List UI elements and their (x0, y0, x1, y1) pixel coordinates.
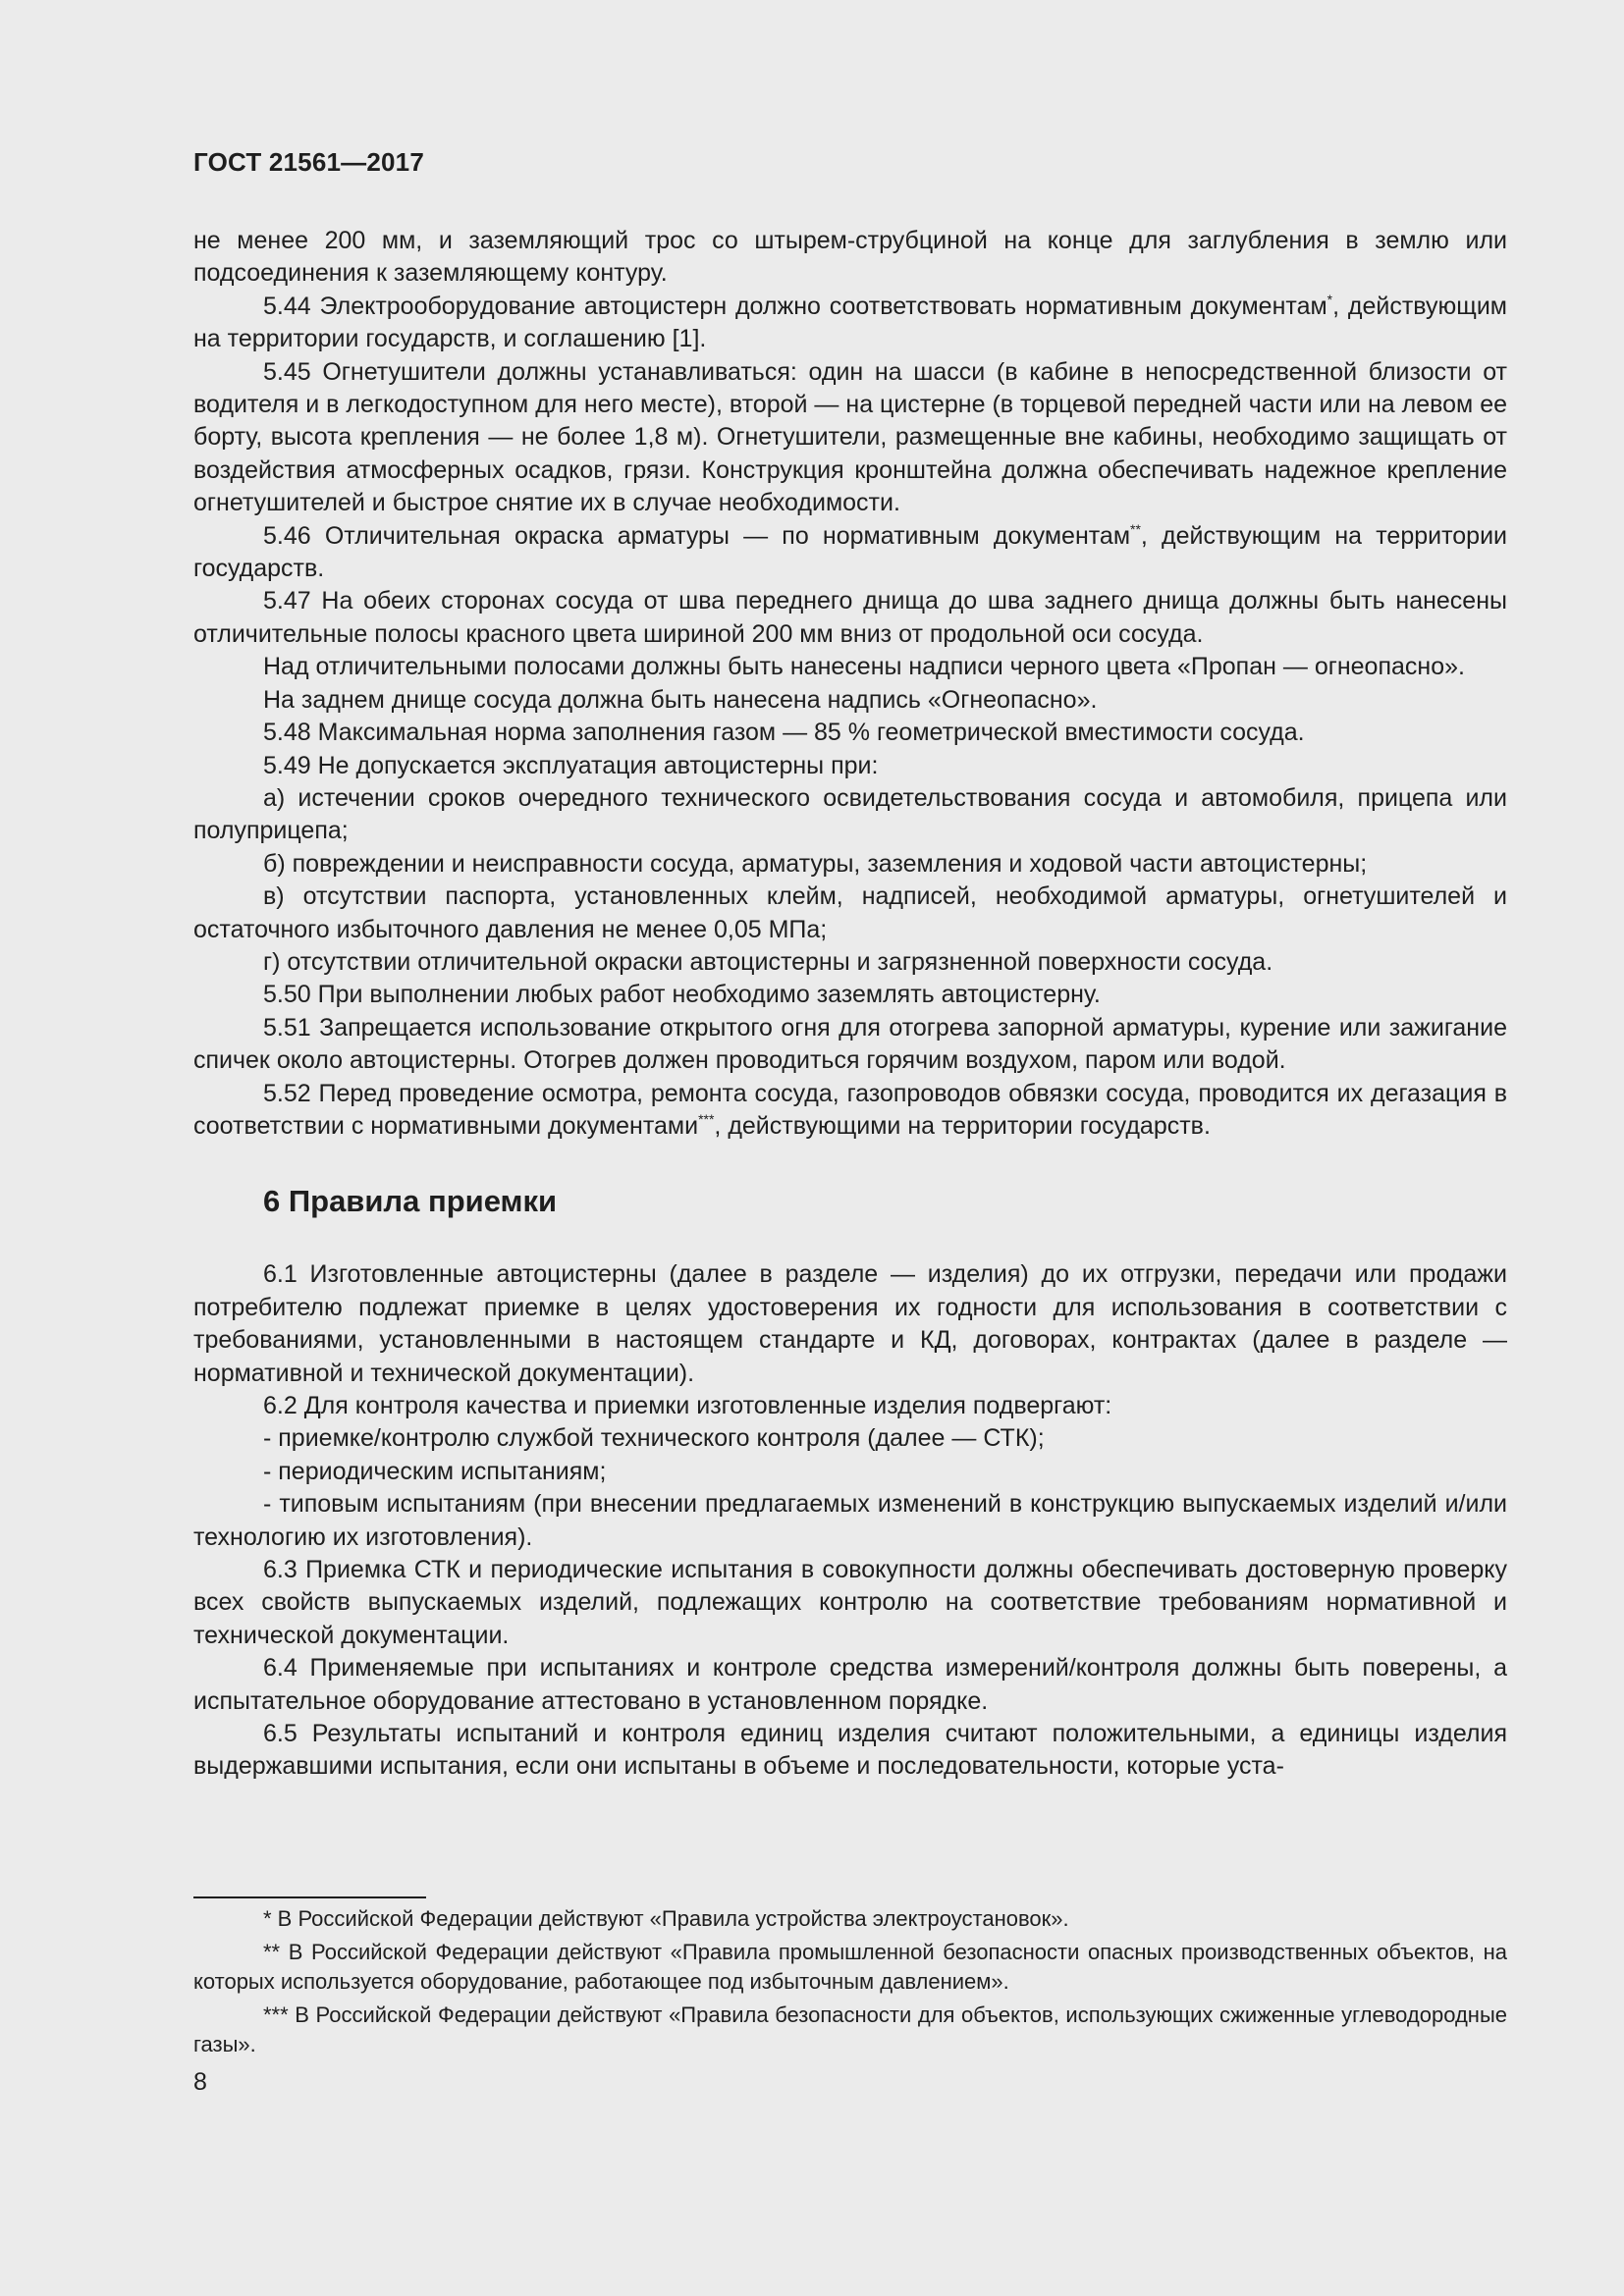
paragraph-text: 6.5 Результаты испытаний и контроля единиц изделия считают положительными, а единицы изделия выдержавшими испытания, если они испытаны в объеме и последовательности, которые уста- (193, 1720, 1507, 1781)
paragraph (193, 1390, 1507, 1422)
paragraph (193, 356, 1507, 520)
footnote-marker: * (1326, 291, 1333, 307)
paragraph-text: 5.49 Не допускается эксплуатация автоцистерны при: (263, 751, 879, 779)
paragraph (193, 881, 1507, 946)
paragraph (193, 1718, 1507, 1784)
paragraph-text: , действующими на территории государств. (714, 1111, 1211, 1140)
footnote: ** В Российской Федерации действуют «Правила промышленной безопасности опасных производственных объектов, на которых используется оборудование, работающее под избыточным давлением». (193, 1940, 1507, 1994)
paragraph (193, 979, 1507, 1011)
footnote-marker: *** (698, 1110, 715, 1127)
paragraph-text: б) повреждении и неисправности сосуда, арматуры, заземления и ходовой части автоцистерны; (263, 849, 1368, 878)
section-6-paragraphs (193, 1258, 1507, 1784)
paragraph-text: 5.48 Максимальная норма заполнения газом — 85 % геометрической вместимости сосуда. (263, 719, 1305, 747)
section-5-paragraphs (193, 225, 1507, 1143)
paragraph (193, 291, 1507, 356)
paragraph (193, 1456, 1507, 1488)
paragraph-text: г) отсутствии отличительной окраски автоцистерны и загрязненной поверхности сосуда. (263, 947, 1273, 976)
paragraph (193, 651, 1507, 683)
page-number: 8 (193, 2068, 207, 2096)
paragraph (193, 1078, 1507, 1144)
footnotes (193, 1904, 1507, 2063)
paragraph (193, 1258, 1507, 1390)
paragraph (193, 225, 1507, 291)
paragraph-text: - типовым испытаниям (при внесении предлагаемых изменений в конструкцию выпускаемых изделий и/или технологию их изготовления). (193, 1490, 1507, 1551)
paragraph-text: не менее 200 мм, и заземляющий трос со штырем-струбциной на конце для заглубления в землю или подсоединения к заземляющему контуру. (193, 227, 1507, 288)
paragraph-text: 6.1 Изготовленные автоцистерны (далее в разделе — изделия) до их отгрузки, передачи или продажи потребителю подлежат приемке в целях удостоверения их годности для использования в соответствии с требованиями, установленными в настоящем стандарте и КД, договорах, контрактах (далее в разделе — нормативной и технической документации). (193, 1260, 1507, 1387)
paragraph (193, 520, 1507, 586)
standard-header: ГОСТ 21561—2017 (193, 147, 424, 177)
paragraph-text: а) истечении сроков очередного технического освидетельствования сосуда и автомобиля, прицепа или полуприцепа; (193, 783, 1507, 845)
footnote-marker: ** (1130, 520, 1141, 537)
paragraph (193, 717, 1507, 749)
paragraph (193, 1422, 1507, 1455)
paragraph-text: 5.47 На обеих сторонах сосуда от шва переднего днища до шва заднего днища должны быть нанесены отличительные полосы красного цвета шириной 200 мм вниз от продольной оси сосуда. (193, 587, 1507, 648)
paragraph (193, 946, 1507, 979)
paragraph (193, 848, 1507, 881)
paragraph-text: - приемке/контролю службой технического контроля (далее — СТК); (263, 1424, 1045, 1453)
paragraph-text: 5.52 Перед проведение осмотра, ремонта сосуда, газопроводов обвязки сосуда, проводится их дегазация в соответствии с нормативными документами (193, 1079, 1507, 1140)
paragraph-text: 5.45 Огнетушители должны устанавливаться: один на шасси (в кабине в непосредственной близости от водителя и в легкодоступном для него месте), второй — на цистерне (в торцевой передней части или на левом ее борту, высота крепления — не более 1,8 м). Огнетушители, размещенные вне кабины, необходимо защищать от воздействия атмосферных осадков, грязи. Конструкция кронштейна должна обеспечивать надежное крепление огнетушителей и быстрое снятие их в случае необходимости. (193, 357, 1507, 517)
paragraph-text: в) отсутствии паспорта, установленных клейм, надписей, необходимой арматуры, огнетушителей и остаточного избыточного давления не менее 0,05 МПа; (193, 882, 1507, 943)
footnote: *** В Российской Федерации действуют «Правила безопасности для объектов, использующих сжиженные углеводородные газы». (193, 2002, 1507, 2056)
paragraph-text: , действующим на территории государств, и соглашению [1]. (193, 292, 1507, 353)
paragraph-text: 6.2 Для контроля качества и приемки изготовленные изделия подвергают: (263, 1392, 1112, 1419)
footnote-separator (193, 1896, 426, 1898)
footnote: * В Российской Федерации действуют «Правила устройства электроустановок». (263, 1906, 1069, 1931)
paragraph-text: 6.4 Применяемые при испытаниях и контроле средства измерений/контроля должны быть поверены, а испытательное оборудование аттестовано в установленном порядке. (193, 1654, 1507, 1715)
paragraph (193, 750, 1507, 782)
section-title: 6 Правила приемки (263, 1184, 558, 1219)
paragraph (193, 1012, 1507, 1078)
paragraph (193, 1554, 1507, 1652)
paragraph-text: 5.51 Запрещается использование открытого огня для отогрева запорной арматуры, курение или зажигание спичек около автоцистерны. Отогрев должен проводиться горячим воздухом, паром или водой. (193, 1013, 1507, 1075)
paragraph-text: 5.50 При выполнении любых работ необходимо заземлять автоцистерну. (263, 981, 1101, 1009)
body-text (193, 225, 1507, 1784)
paragraph (193, 684, 1507, 717)
paragraph (193, 782, 1507, 848)
paragraph (193, 1488, 1507, 1554)
paragraph (193, 1652, 1507, 1718)
paragraph-text: 6.3 Приемка СТК и периодические испытания в совокупности должны обеспечивать достоверную проверку всех свойств выпускаемых изделий, подлежащих контролю на соответствие требованиям нормативной и технической документации. (193, 1556, 1507, 1649)
paragraph-text: На заднем днище сосуда должна быть нанесена надпись «Огнеопасно». (263, 685, 1098, 714)
paragraph (193, 585, 1507, 651)
paragraph-text: 5.46 Отличительная окраска арматуры — по нормативным документам (263, 521, 1131, 550)
paragraph-text: 5.44 Электрооборудование автоцистерн должно соответствовать нормативным документам (263, 292, 1327, 320)
paragraph-text: Над отличительными полосами должны быть нанесены надписи черного цвета «Пропан — огнеопасно». (263, 653, 1465, 681)
paragraph-text: - периодическим испытаниям; (263, 1457, 607, 1485)
paragraph-text: , действующим на территории государств. (193, 521, 1507, 583)
